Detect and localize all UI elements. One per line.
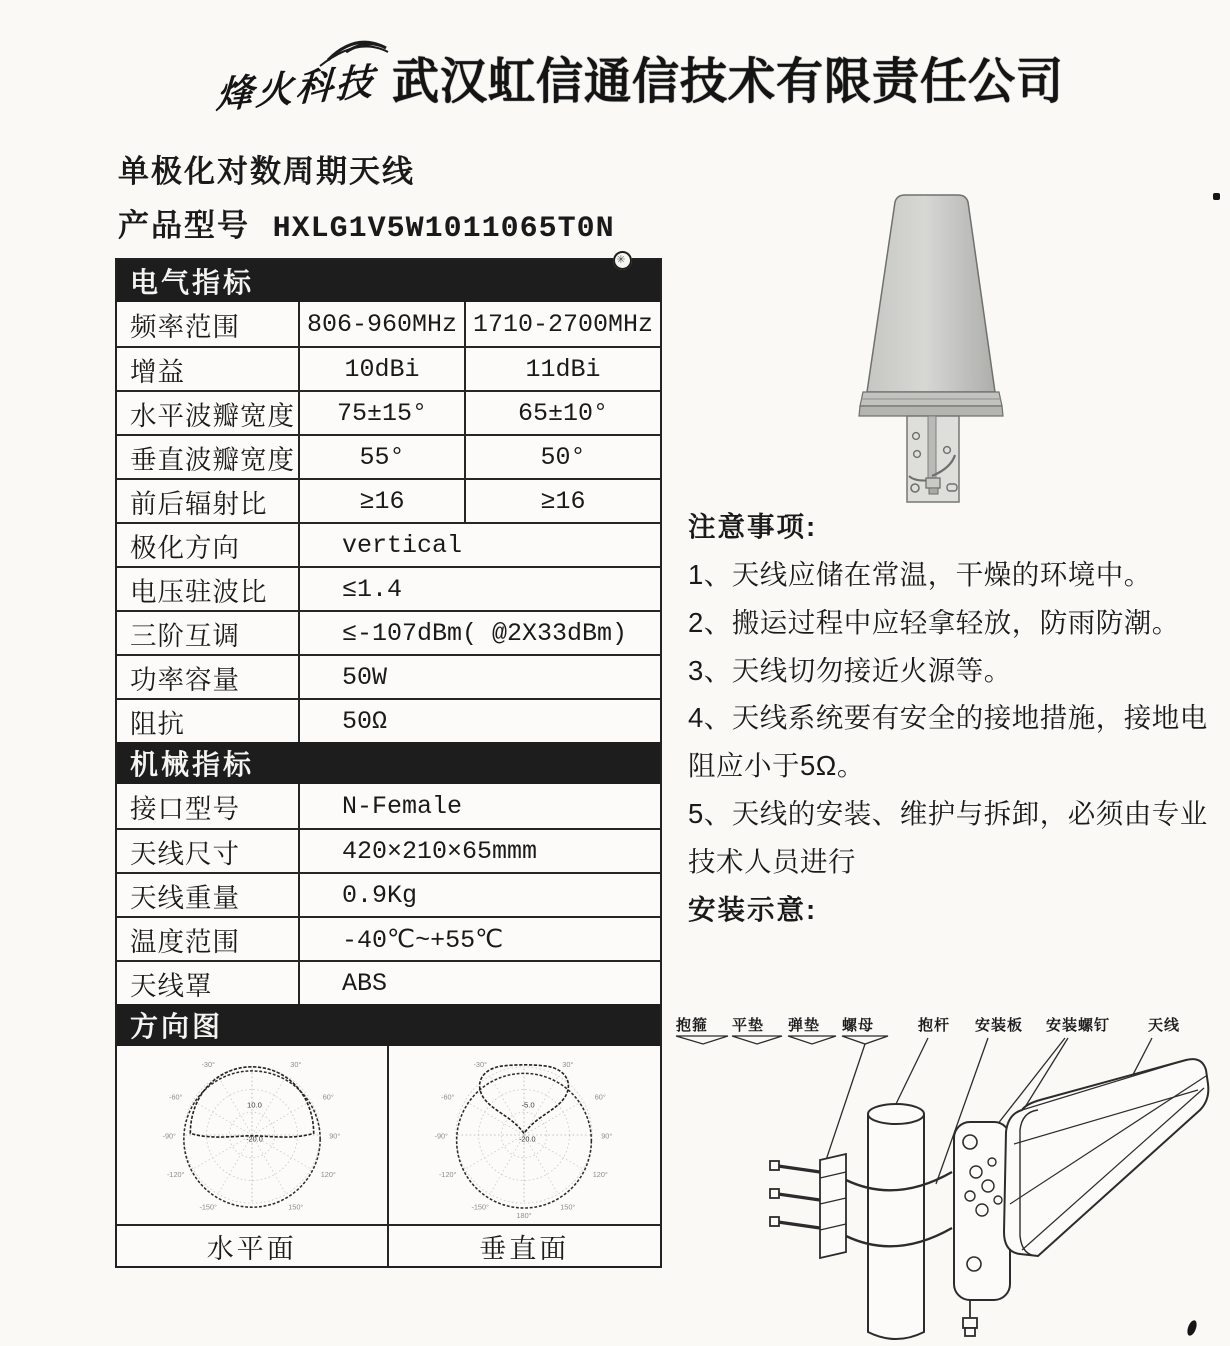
diagram-part-label: 天线 <box>1148 1017 1181 1034</box>
row-label: 功率容量 <box>117 656 300 698</box>
value-text: ABS <box>342 968 388 998</box>
radome-shape <box>867 195 995 392</box>
row-label: 频率范围 <box>117 302 300 346</box>
value-text: 50W <box>342 662 388 692</box>
caption-horizontal-plane: 水平面 <box>117 1226 389 1266</box>
stamp-star-icon: ✳ <box>613 251 632 270</box>
feed-connector <box>963 1300 977 1336</box>
angle-tick-label: -120° <box>439 1170 457 1180</box>
table-row <box>117 698 660 742</box>
row-value-low-band <box>300 480 466 522</box>
table-row <box>117 784 660 828</box>
row-value-low-band <box>300 348 466 390</box>
table-row <box>117 390 660 434</box>
row-label: 前后辐射比 <box>117 480 300 522</box>
angle-tick-label: 90° <box>601 1131 613 1141</box>
row-label: 天线重量 <box>117 874 300 916</box>
row-label: 天线尺寸 <box>117 830 300 872</box>
row-value-high-band <box>466 302 660 346</box>
row-label: 温度范围 <box>117 918 300 960</box>
value-text: 50Ω <box>342 706 388 736</box>
row-value-high-band <box>466 392 660 434</box>
row-value-high-band <box>466 480 660 522</box>
row-value-low-band <box>300 436 466 478</box>
electrical-header-label: 电气指标 <box>130 267 255 298</box>
angle-tick-label: 120° <box>592 1170 609 1180</box>
value-text: 75±15° <box>336 398 427 428</box>
row-label: 电压驻波比 <box>117 568 300 610</box>
row-value-high-band <box>466 436 660 478</box>
table-row <box>117 478 660 522</box>
row-value <box>300 874 660 916</box>
pole <box>868 1104 924 1339</box>
row-label: 天线罩 <box>117 962 300 1004</box>
value-text: 55° <box>359 442 405 472</box>
angle-tick-label: 90° <box>328 1131 341 1141</box>
row-value <box>300 524 660 566</box>
value-text: ≤1.4 <box>342 574 403 604</box>
table-row <box>117 610 660 654</box>
value-text: -40℃~+55℃ <box>342 925 504 955</box>
value-text: 10dBi <box>344 354 420 384</box>
note-item: 1、天线应储在常温，干燥的环境中。 <box>688 558 1152 590</box>
mechanical-section-header <box>117 742 660 784</box>
row-value-high-band <box>466 348 660 390</box>
angle-tick-label: 150° <box>288 1202 304 1212</box>
diagram-part-label: 安装螺钉 <box>1046 1017 1111 1034</box>
table-row <box>117 302 660 346</box>
value-text: 420×210×65mmm <box>342 836 538 866</box>
mounting-plate <box>954 1122 1010 1300</box>
note-item: 5、天线的安装、维护与拆卸，必须由专业技术人员进行 <box>688 798 1208 877</box>
angle-tick-label: -30° <box>473 1059 488 1069</box>
table-row <box>117 828 660 872</box>
horizontal-polar-plot <box>134 1049 370 1221</box>
notes-section <box>688 503 1222 934</box>
angle-tick-label: -150° <box>199 1202 217 1212</box>
table-row <box>117 872 660 916</box>
horizontal-pattern-cell <box>117 1046 389 1224</box>
value-text: vertical <box>342 530 463 560</box>
radial-label: 10.0 <box>246 1100 262 1110</box>
installation-diagram <box>670 1014 1230 1346</box>
angle-tick-label: -60° <box>168 1092 183 1102</box>
diagram-part-label: 安装板 <box>975 1017 1024 1034</box>
table-row <box>117 566 660 610</box>
table-row <box>117 916 660 960</box>
angle-tick-label: 180° <box>516 1210 532 1220</box>
table-row <box>117 434 660 478</box>
angle-tick-label: -150° <box>471 1202 490 1212</box>
angle-tick-label: -120° <box>166 1170 185 1180</box>
pattern-plots-row <box>117 1046 660 1224</box>
row-value <box>300 962 660 1004</box>
angle-tick-label: 30° <box>290 1059 302 1069</box>
diagram-part-label: 抱杆 <box>918 1017 951 1034</box>
pattern-header-label: 方向图 <box>130 1011 224 1042</box>
value-text: 0.9Kg <box>342 880 418 910</box>
value-text: ≥16 <box>359 486 405 516</box>
main-lobe-curve <box>480 1065 569 1134</box>
row-label: 极化方向 <box>117 524 300 566</box>
electrical-section-header <box>117 254 660 302</box>
spec-table <box>115 254 662 1268</box>
vertical-pattern-cell <box>389 1046 661 1224</box>
diagram-part-label: 抱箍 <box>676 1017 709 1034</box>
product-model-line <box>118 200 615 246</box>
row-value <box>300 700 660 742</box>
electrical-rows <box>117 302 660 742</box>
clamp-assembly <box>770 1154 846 1258</box>
angle-tick-label: -90° <box>162 1131 176 1141</box>
company-logo <box>208 30 393 116</box>
angle-tick-label: 120° <box>320 1170 336 1180</box>
row-label: 接口型号 <box>117 784 300 828</box>
mechanical-header-label: 机械指标 <box>130 749 255 780</box>
note-item: 4、天线系统要有安全的接地措施，接地电阻应小于5Ω。 <box>688 702 1208 782</box>
angle-tick-label: 30° <box>562 1059 574 1069</box>
table-row <box>117 346 660 390</box>
diagram-part-label: 平垫 <box>732 1017 765 1034</box>
note-item: 3、天线切勿接近火源等。 <box>688 654 1012 686</box>
antenna-product-image <box>843 192 1021 509</box>
note-item: 2、搬运过程中应轻拿轻放，防雨防潮。 <box>688 606 1180 638</box>
row-label: 水平波瓣宽度 <box>117 392 300 434</box>
value-text: N-Female <box>342 791 463 821</box>
row-value <box>300 830 660 872</box>
notes-items <box>688 551 1222 886</box>
value-text: 806-960MHz <box>306 309 458 339</box>
value-text: 1710-2700MHz <box>472 309 654 339</box>
vertical-polar-plot <box>406 1049 642 1221</box>
scan-artifact <box>1213 193 1220 200</box>
angle-tick-label: 60° <box>322 1092 334 1102</box>
value-text: ≤-107dBm( @2X33dBm) <box>342 618 628 648</box>
table-row <box>117 522 660 566</box>
model-label: 产品型号 <box>118 208 250 243</box>
notes-title: 注意事项: <box>688 511 818 542</box>
value-text: ≥16 <box>540 486 586 516</box>
pattern-section-header <box>117 1004 660 1046</box>
model-value: HXLG1V5W1011065T0N <box>272 212 615 246</box>
value-text: 11dBi <box>525 354 601 384</box>
angle-tick-label: -30° <box>201 1059 215 1069</box>
value-text: 65±10° <box>517 398 608 428</box>
angle-tick-label: 60° <box>594 1092 607 1102</box>
caption-vertical-plane: 垂直面 <box>479 1233 570 1264</box>
row-label: 三阶互调 <box>117 612 300 654</box>
diagram-part-label: 弹垫 <box>788 1017 821 1034</box>
logo-calligraphy-text: 烽火科技 <box>214 58 377 118</box>
diagram-part-label: 螺母 <box>842 1017 875 1034</box>
row-value <box>300 656 660 698</box>
row-value <box>300 918 660 960</box>
mechanical-rows <box>117 784 660 1004</box>
row-value-low-band <box>300 302 466 346</box>
angle-tick-label: 150° <box>560 1202 576 1212</box>
angle-tick-label: -90° <box>434 1131 449 1141</box>
radial-label: -20.0 <box>245 1134 263 1144</box>
value-text: 50° <box>540 442 586 472</box>
row-value <box>300 612 660 654</box>
table-row <box>117 960 660 1004</box>
row-value-low-band <box>300 392 466 434</box>
table-row <box>117 654 660 698</box>
row-label: 阻抗 <box>117 700 300 742</box>
radial-label: -5.0 <box>521 1100 535 1110</box>
row-label: 垂直波瓣宽度 <box>117 436 300 478</box>
row-value <box>300 784 660 828</box>
install-title: 安装示意: <box>688 893 818 925</box>
angle-tick-label: -60° <box>441 1092 455 1102</box>
row-value <box>300 568 660 610</box>
company-name: 武汉虹信通信技术有限责任公司 <box>392 53 1064 109</box>
radial-label: -20.0 <box>519 1134 536 1144</box>
row-label: 增益 <box>117 348 300 390</box>
pattern-captions-row <box>117 1224 660 1266</box>
product-title: 单极化对数周期天线 <box>118 154 415 189</box>
antenna-body <box>1004 1059 1208 1256</box>
